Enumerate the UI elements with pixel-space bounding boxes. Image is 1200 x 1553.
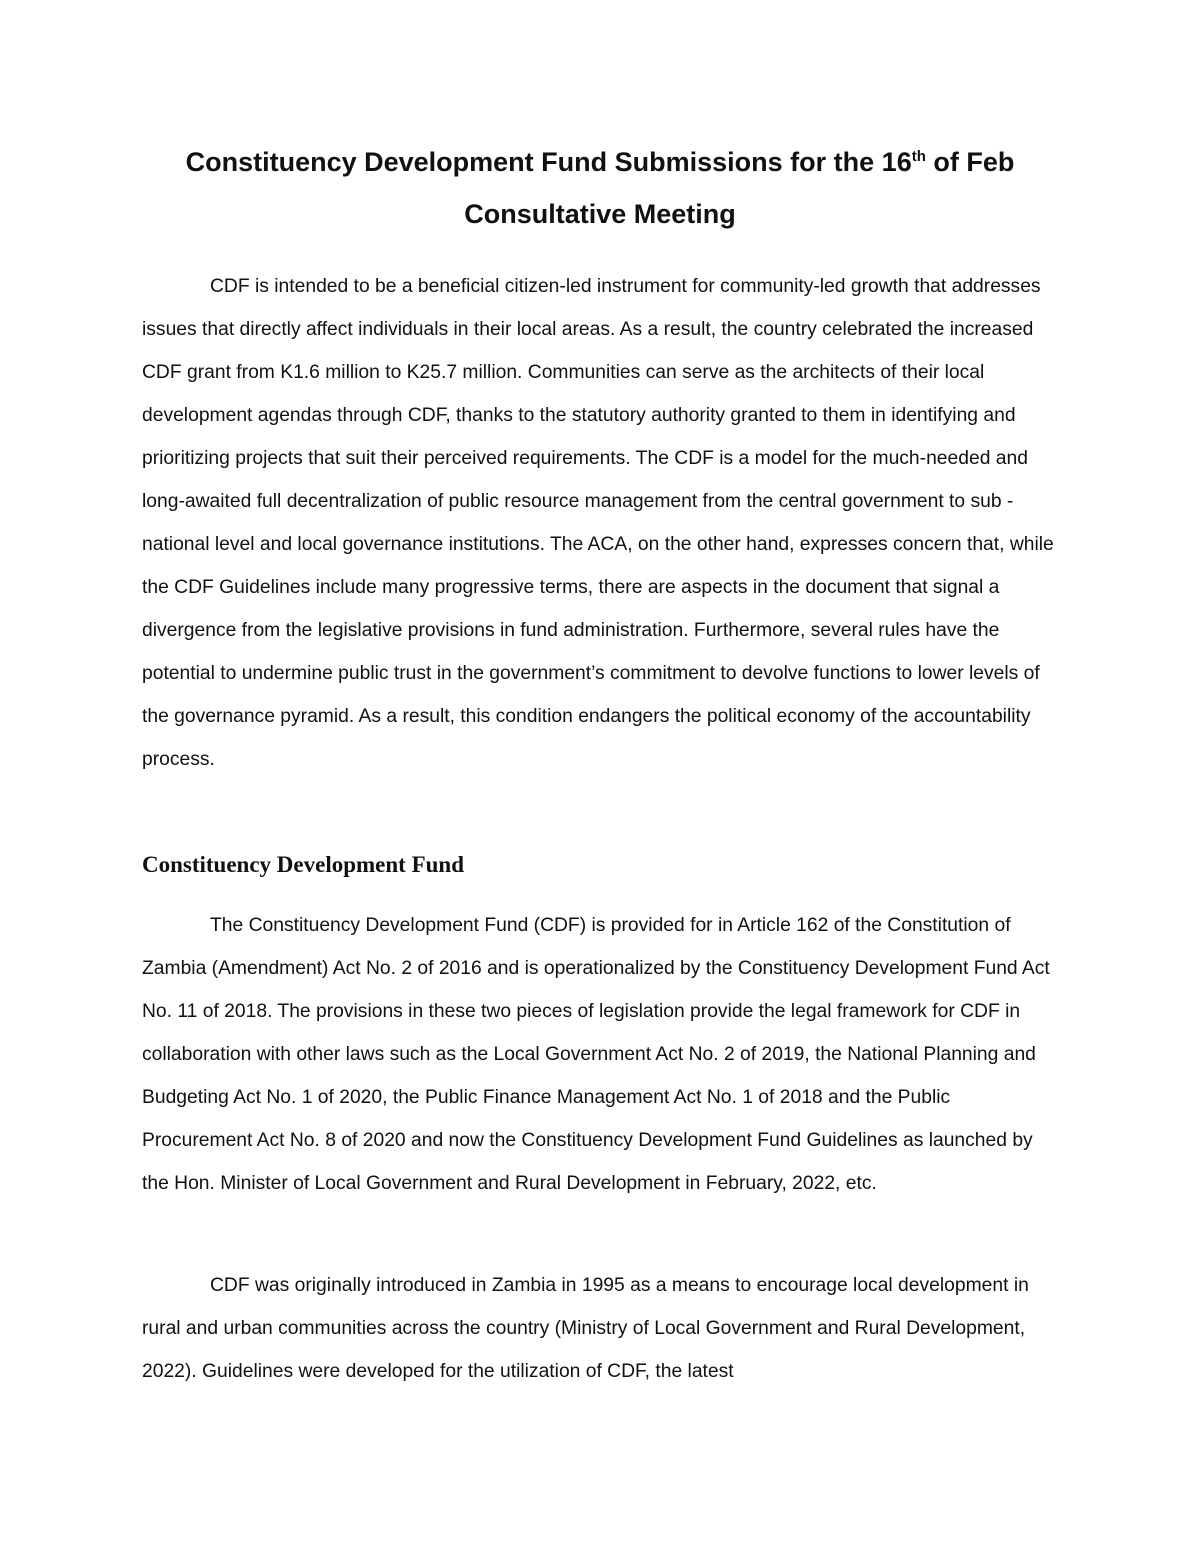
title-superscript: th: [911, 148, 926, 165]
title-text-part1: Constituency Development Fund Submissions for the 16: [185, 147, 912, 177]
document-title: [142, 136, 1058, 240]
intro-paragraph: CDF is intended to be a beneficial citizen-led instrument for community-led growth that addresses issues that directly affect individuals in their local areas. As a result, the country celebrated the increased CDF grant from K1.6 million to K25.7 million. Communities can serve as the architects of their local development agendas through CDF, thanks to the statutory authority granted to them in identifying and prioritizing projects that suit their perceived requirements. The CDF is a model for the much-needed and long-awaited full decentralization of public resource management from the central government to sub - national level and local governance institutions. The ACA, on the other hand, expresses concern that, while the CDF Guidelines include many progressive terms, there are aspects in the document that signal a divergence from the legislative provisions in fund administration. Furthermore, several rules have the potential to undermine public trust in the government’s commitment to devolve functions to lower levels of the governance pyramid. As a result, this condition endangers the political economy of the accountability process.: [142, 276, 1054, 770]
title-line-1: [142, 136, 1058, 188]
section-heading: Constituency Development Fund: [142, 852, 465, 877]
title-text-part2: of Feb: [925, 147, 1015, 177]
history-paragraph: CDF was originally introduced in Zambia in 1995 as a means to encourage local development in rural and urban communities across the country (Ministry of Local Government and Rural Development, 2022). Guidelines were developed for the utilization of CDF, the latest: [142, 1275, 1029, 1382]
legal-framework-paragraph: The Constituency Development Fund (CDF) is provided for in Article 162 of the Constitution of Zambia (Amendment) Act No. 2 of 2016 and is operationalized by the Constituency Development Fund Act No. 11 of 2018. The provisions in these two pieces of legislation provide the legal framework for CDF in collaboration with other laws such as the Local Government Act No. 2 of 2019, the National Planning and Budgeting Act No. 1 of 2020, the Public Finance Management Act No. 1 of 2018 and the Public Procurement Act No. 8 of 2020 and now the Constituency Development Fund Guidelines as launched by the Hon. Minister of Local Government and Rural Development in February, 2022, etc.: [142, 915, 1050, 1194]
title-line-2: Consultative Meeting: [464, 199, 736, 229]
